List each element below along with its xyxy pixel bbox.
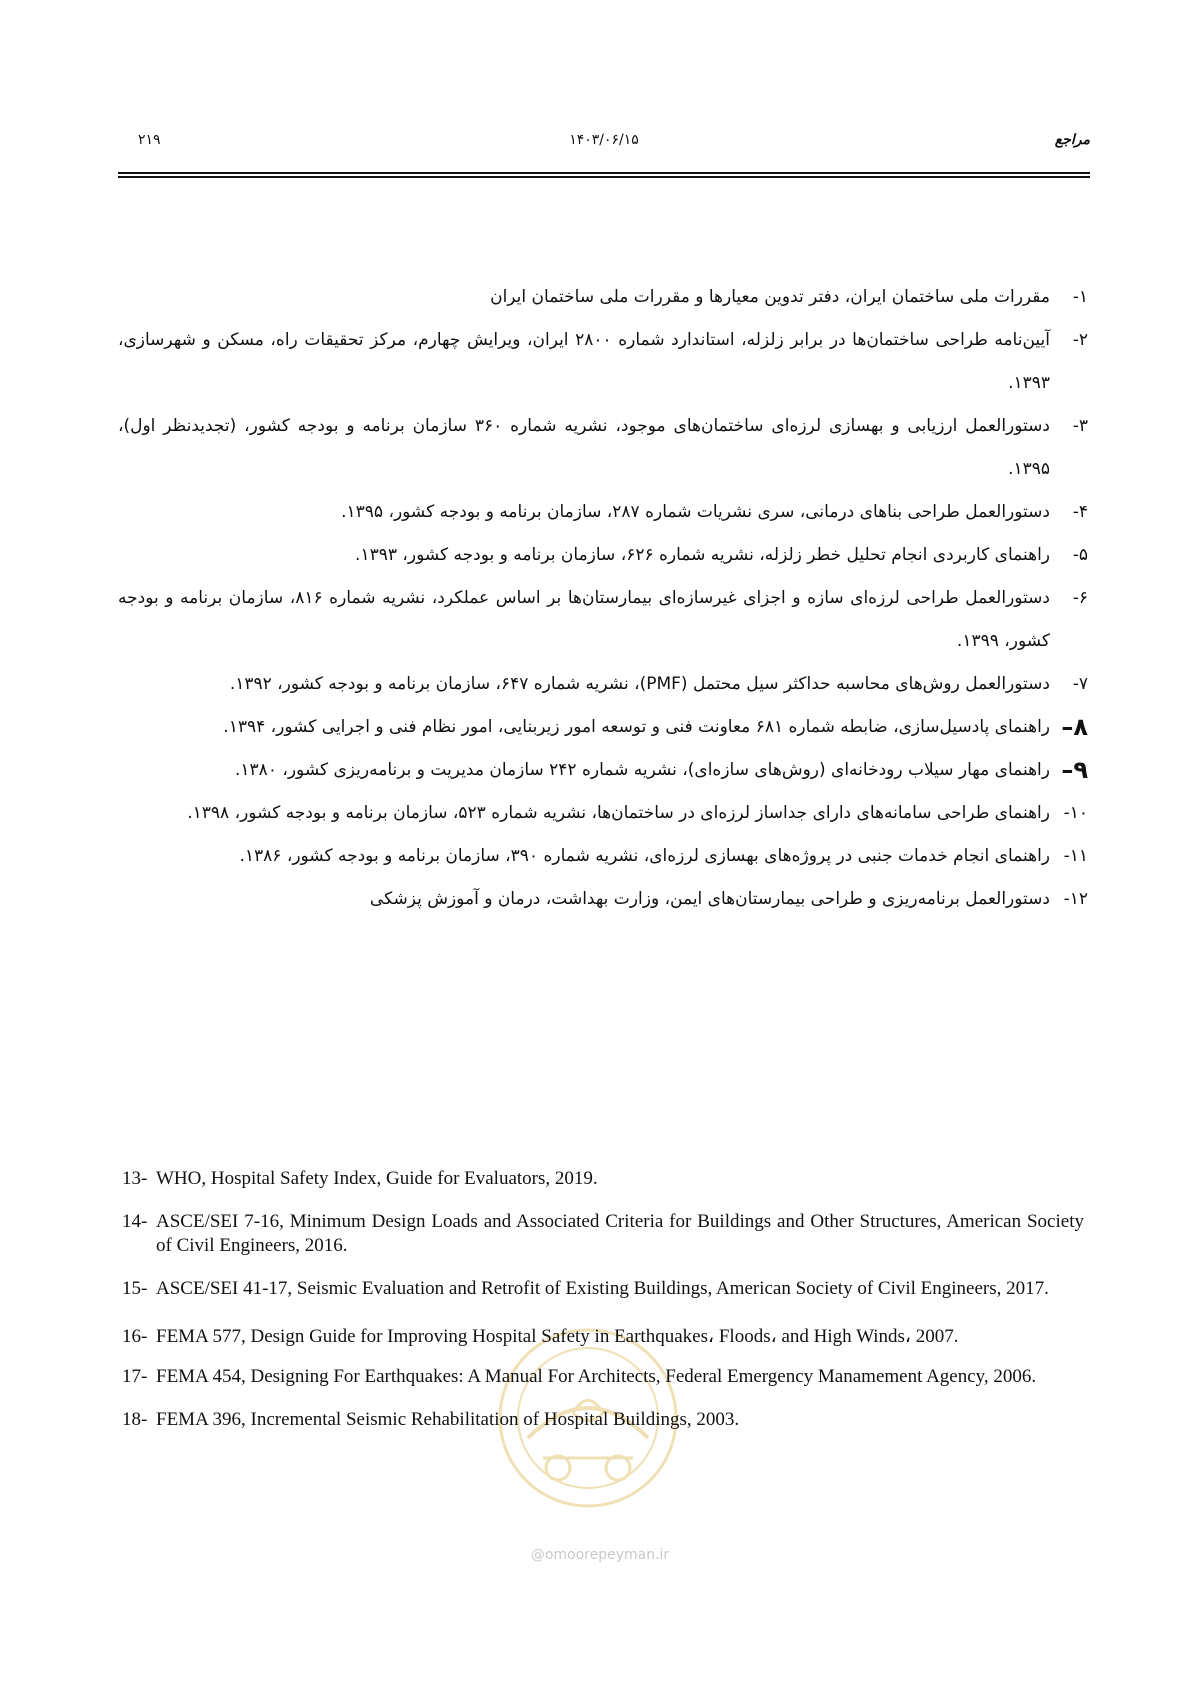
reference-number: 18- xyxy=(122,1409,148,1430)
reference-text: ASCE/SEI 7-16, Minimum Design Loads and Associated Criteria for Buildings and Other Structures, American Society of Civil Engineers, 2016. xyxy=(156,1211,1084,1256)
reference-text: دستورالعمل روش‌های محاسبه حداکثر سیل محتمل (PMF)، نشریه شماره ۶۴۷، سازمان برنامه و بودجه کشور، ۱۳۹۲. xyxy=(229,674,1050,694)
reference-text: دستورالعمل برنامه‌ریزی و طراحی بیمارستان‌های ایمن، وزارت بهداشت، درمان و آموزش پزشکی xyxy=(369,889,1050,909)
english-reference-list xyxy=(122,1167,1084,1451)
reference-number: ۱۰- xyxy=(1063,803,1088,823)
reference-text: FEMA 396, Incremental Seismic Rehabilitation of Hospital Buildings, 2003. xyxy=(156,1409,740,1430)
reference-item xyxy=(118,577,1088,663)
header-divider xyxy=(118,172,1090,178)
reference-number: ۳- xyxy=(1072,416,1088,436)
reference-text: راهنمای طراحی سامانه‌های دارای جداساز لرزه‌ای در ساختمان‌ها، نشریه شماره ۵۲۳، سازمان برنامه و بودجه کشور، ۱۳۹۸. xyxy=(187,803,1050,823)
reference-item xyxy=(118,319,1088,405)
reference-item xyxy=(118,749,1088,792)
persian-reference-list xyxy=(118,276,1088,921)
reference-number: 17- xyxy=(122,1366,148,1387)
reference-item xyxy=(118,835,1088,878)
reference-number: ۸– xyxy=(1061,713,1088,741)
reference-item xyxy=(118,534,1088,577)
section-title: مراجع xyxy=(1054,132,1090,148)
reference-number: ۹– xyxy=(1061,756,1088,784)
reference-number: 15- xyxy=(122,1278,148,1299)
reference-item xyxy=(118,405,1088,491)
reference-item xyxy=(122,1277,1084,1301)
reference-text: دستورالعمل ارزیابی و بهسازی لرزه‌ای ساختمان‌های موجود، نشریه شماره ۳۶۰ سازمان برنامه و بودجه کشور، (تجدیدنظر اول)، ۱۳۹۵. xyxy=(118,416,1050,479)
reference-item xyxy=(118,878,1088,921)
reference-number: ۶- xyxy=(1072,588,1088,608)
reference-text: دستورالعمل طراحی بناهای درمانی، سری نشریات شماره ۲۸۷، سازمان برنامه و بودجه کشور، ۱۳۹۵. xyxy=(341,502,1050,522)
reference-text: WHO, Hospital Safety Index, Guide for Evaluators, 2019. xyxy=(156,1168,598,1189)
reference-text: راهنمای انجام خدمات جنبی در پروژه‌های بهسازی لرزه‌ای، نشریه شماره ۳۹۰، سازمان برنامه و بودجه کشور، ۱۳۸۶. xyxy=(239,846,1050,866)
reference-number: ۱۱- xyxy=(1063,846,1088,866)
reference-text: راهنمای پادسیل‌سازی، ضابطه شماره ۶۸۱ معاونت فنی و توسعه امور زیربنایی، امور نظام فنی و اجرایی کشور، ۱۳۹۴. xyxy=(223,717,1050,737)
reference-text: دستورالعمل طراحی لرزه‌ای سازه و اجزای غیرسازه‌ای بیمارستان‌ها بر اساس عملکرد، نشریه شماره ۸۱۶، سازمان برنامه و بودجه کشور، ۱۳۹۹. xyxy=(118,588,1051,651)
reference-text: مقررات ملی ساختمان ایران، دفتر تدوین معیارها و مقررات ملی ساختمان ایران xyxy=(490,287,1050,307)
reference-item xyxy=(118,663,1088,706)
reference-number: 16- xyxy=(122,1326,148,1347)
reference-text: FEMA 577, Design Guide for Improving Hospital Safety in Earthquakes، Floods، and High Winds، 2007. xyxy=(156,1326,959,1347)
reference-item xyxy=(118,792,1088,835)
reference-item xyxy=(122,1167,1084,1191)
reference-number: 14- xyxy=(122,1211,148,1232)
reference-text: آیین‌نامه طراحی ساختمان‌ها در برابر زلزله، استاندارد شماره ۲۸۰۰ ایران، ویرایش چهارم، مرکز تحقیقات راه، مسکن و شهرسازی، ۱۳۹۳. xyxy=(118,330,1050,393)
reference-item xyxy=(118,276,1088,319)
reference-number: 13- xyxy=(122,1168,148,1189)
reference-number: ۱۲- xyxy=(1063,889,1088,909)
reference-number: ۲- xyxy=(1072,330,1088,350)
page-header xyxy=(118,128,1090,152)
reference-number: ۵- xyxy=(1072,545,1088,565)
reference-item xyxy=(118,491,1088,534)
reference-number: ۴- xyxy=(1072,502,1088,522)
reference-item xyxy=(118,706,1088,749)
reference-item xyxy=(122,1408,1084,1432)
page-number: ۲۱۹ xyxy=(138,132,161,148)
header-date: ۱۴۰۳/۰۶/۱۵ xyxy=(569,132,639,148)
reference-number: ۷- xyxy=(1072,674,1088,694)
reference-item xyxy=(122,1365,1084,1389)
reference-number: ۱- xyxy=(1072,287,1088,307)
reference-text: راهنمای مهار سیلاب رودخانه‌ای (روش‌های سازه‌ای)، نشریه شماره ۲۴۲ سازمان مدیریت و برنامه‌ریزی کشور، ۱۳۸۰. xyxy=(235,760,1050,780)
reference-text: راهنمای کاربردی انجام تحلیل خطر زلزله، نشریه شماره ۶۲۶، سازمان برنامه و بودجه کشور، ۱۳۹۳. xyxy=(355,545,1050,565)
watermark-site: @omoorepeyman.ir xyxy=(530,1547,670,1563)
reference-item xyxy=(122,1210,1084,1258)
reference-text: FEMA 454, Designing For Earthquakes: A Manual For Architects, Federal Emergency Manamement Agency, 2006. xyxy=(156,1366,1037,1387)
reference-item xyxy=(122,1320,1084,1353)
reference-text: ASCE/SEI 41-17, Seismic Evaluation and Retrofit of Existing Buildings, American Society of Civil Engineers, 2017. xyxy=(156,1278,1049,1299)
